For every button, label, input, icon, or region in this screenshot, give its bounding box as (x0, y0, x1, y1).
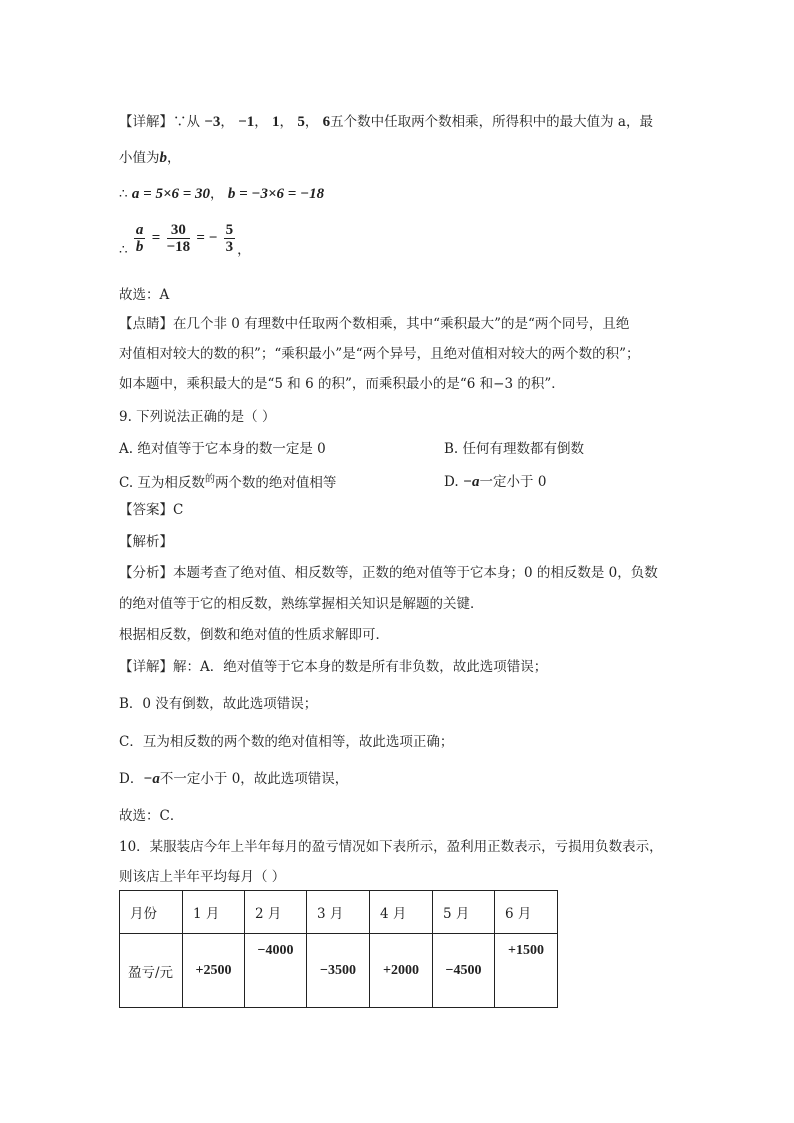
separator: ， (254, 114, 268, 130)
q10-stem-1: 10．某服装店今年上半年每月的盈亏情况如下表所示，盈利用正数表示，亏损用负数表示， (119, 839, 663, 855)
therefore-symbol: ∴ (119, 186, 128, 202)
q9-option-d (444, 470, 546, 491)
numerator: 5 (225, 222, 234, 238)
q9-analysis: 【解析】 (119, 534, 173, 550)
numerator: 30 (167, 222, 191, 239)
number-5: 5 (297, 114, 305, 130)
comma: ， (210, 186, 224, 202)
comma: ， (237, 242, 251, 258)
table-value-row (120, 934, 558, 1008)
detail-tag: 【详解】 (119, 114, 173, 130)
table-cell (183, 934, 245, 1008)
because-text: ∵从 (173, 114, 200, 130)
separator: ， (304, 114, 319, 130)
b-expression: b = −3×6 = −18 (227, 186, 325, 202)
number-1: 1 (272, 114, 280, 130)
detail-text: 五个数中任取两个数相乘，所得积中的最大值为 a，最 (330, 114, 653, 130)
denominator: −18 (166, 239, 191, 255)
table-header-cell: 月份 (120, 891, 183, 934)
table-cell (307, 934, 370, 1008)
value-mar: −3500 (320, 963, 356, 978)
choice-a: 故选：A (119, 287, 170, 303)
detail-line-2 (119, 146, 181, 167)
neg-a: −a (143, 771, 160, 787)
var-b: b (159, 150, 167, 166)
q9-detail-d (119, 767, 348, 788)
neg-a: −a (462, 474, 480, 490)
number-neg1: −1 (238, 114, 255, 130)
q9-fenxi-2: 的绝对值等于它的相反数，熟练掌握相关知识是解题的关键． (119, 596, 484, 612)
equals-minus: = − (196, 230, 218, 246)
value-apr: +2000 (383, 963, 419, 978)
table-header-row (120, 891, 558, 934)
numerator: a (135, 222, 144, 238)
table-header-cell: 3 月 (307, 891, 370, 934)
tip-line-2: 对值相对较大的数的积”；“乘积最小”是“两个异号，且绝对值相对较大的两个数的积”； (119, 346, 640, 362)
q9-fenxi-1: 【分析】本题考查了绝对值、相反数等，正数的绝对值等于它本身；0 的相反数是 0，负数 (119, 565, 658, 581)
q9-fenxi-3: 根据相反数，倒数和绝对值的性质求解即可． (119, 627, 389, 643)
q9-choice: 故选：C． (119, 808, 184, 824)
option-text-small: 的 (204, 474, 215, 485)
q9-stem: 9. 下列说法正确的是（ ） (119, 409, 276, 425)
therefore-symbol: ∴ (119, 242, 128, 258)
option-label: D. (444, 474, 463, 490)
detail-label: D． (119, 771, 144, 787)
tip-line-1: 【点睛】在几个非 0 有理数中任取两个数相乘，其中“乘积最大”的是“两个同号，且绝 (119, 316, 630, 332)
table-row-label: 盈亏/元 (120, 934, 183, 1008)
number-6: 6 (322, 114, 331, 130)
profit-table (119, 890, 558, 1008)
table-cell (495, 934, 558, 1008)
table-header-cell: 6 月 (495, 891, 558, 934)
separator: ， (279, 114, 294, 130)
comma: ， (167, 150, 181, 166)
option-text: 两个数的绝对值相等 (214, 475, 337, 491)
table-header-cell: 5 月 (433, 891, 495, 934)
option-text: 一定小于 0 (479, 474, 547, 490)
value-may: −4500 (445, 963, 482, 978)
fraction-30-over-neg18 (167, 222, 191, 255)
table-cell (433, 934, 495, 1008)
equation-2 (119, 222, 251, 258)
q9-detail-a: 【详解】解：A．绝对值等于它本身的数是所有非负数，故此选项错误； (119, 659, 548, 675)
q9-detail-c: C．互为相反数的两个数的绝对值相等，故此选项正确； (119, 734, 454, 750)
detail-line-1 (119, 110, 653, 131)
tip-line-3: 如本题中，乘积最大的是“5 和 6 的积”，而乘积最小的是“6 和−3 的积”． (119, 376, 565, 392)
table-cell (370, 934, 433, 1008)
equals-sign: = (151, 230, 161, 246)
q9-detail-b: B．0 没有倒数，故此选项错误； (119, 696, 318, 712)
denominator: 3 (225, 239, 234, 255)
equation-1 (119, 182, 324, 203)
a-expression: a = 5×6 = 30 (131, 186, 211, 202)
detail-text: 不一定小于 0，故此选项错误， (159, 771, 349, 787)
q9-option-b: B. 任何有理数都有倒数 (444, 441, 585, 457)
denominator: b (135, 239, 144, 255)
option-text: C. 互为相反数 (119, 475, 205, 491)
table-header-cell: 1 月 (183, 891, 245, 934)
q9-option-c (119, 470, 336, 491)
number-neg3: −3 (204, 114, 221, 130)
fraction-5-over-3 (224, 222, 236, 255)
table-header-cell: 4 月 (370, 891, 433, 934)
detail-text-2: 小值为 (119, 150, 160, 166)
q10-stem-2: 则该店上半年平均每月（ ） (119, 869, 286, 885)
table-header-cell: 2 月 (245, 891, 307, 934)
value-feb: −4000 (257, 942, 294, 958)
q9-answer: 【答案】C (119, 502, 184, 518)
fraction-a-over-b (134, 222, 146, 255)
value-jun: +1500 (508, 942, 544, 958)
q9-option-a: A. 绝对值等于它本身的数一定是 0 (119, 441, 326, 457)
separator: ， (220, 114, 234, 130)
value-jan: +2500 (195, 963, 232, 978)
table-cell (245, 934, 307, 1008)
